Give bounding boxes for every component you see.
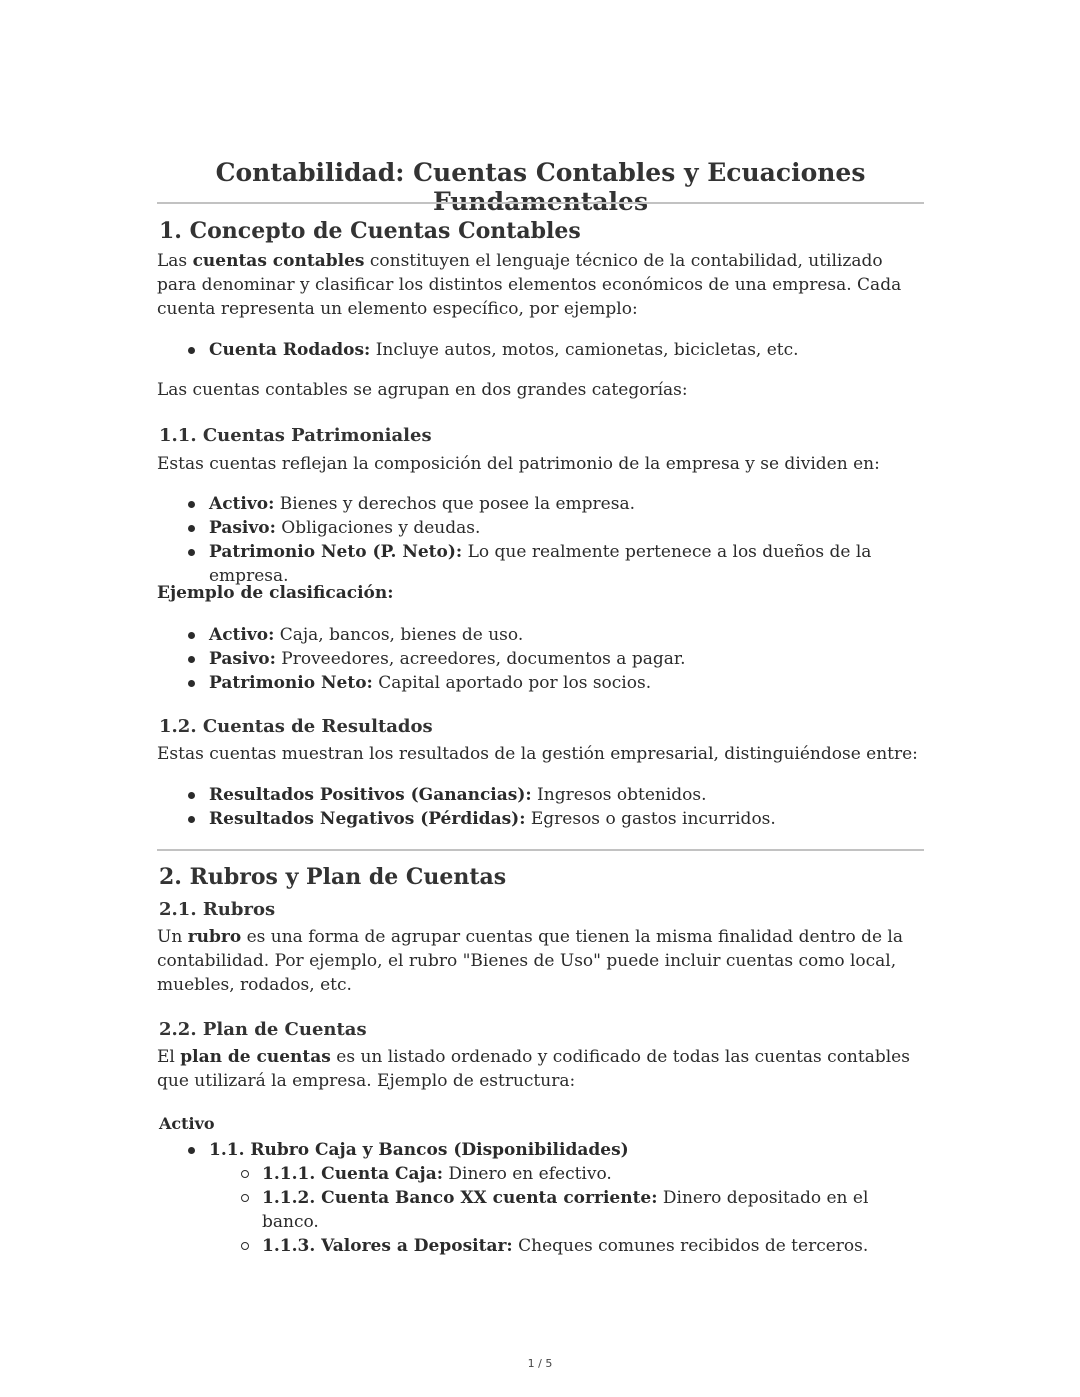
list-item: Resultados Negativos (Pérdidas): Egresos o gastos incurridos. bbox=[157, 807, 924, 831]
section-1-1-text: Estas cuentas reflejan la composición del patrimonio de la empresa y se dividen en: bbox=[157, 454, 880, 474]
section-1-heading: 1. Concepto de Cuentas Contables bbox=[159, 218, 581, 244]
list-item: Resultados Positivos (Ganancias): Ingresos obtenidos. bbox=[157, 783, 924, 807]
section-1-2-heading: 1.2. Cuentas de Resultados bbox=[159, 716, 433, 737]
section-1-1-heading: 1.1. Cuentas Patrimoniales bbox=[159, 425, 432, 446]
list-item: 1.1. Rubro Caja y Bancos (Disponibilidades) bbox=[157, 1138, 924, 1162]
list-item: Patrimonio Neto (P. Neto): Lo que realmente pertenece a los dueños de la empresa. bbox=[157, 540, 924, 588]
list-item: Activo: Bienes y derechos que posee la empresa. bbox=[157, 492, 924, 516]
section-1-2-text: Estas cuentas muestran los resultados de la gestión empresarial, distinguiéndose entre: bbox=[157, 744, 918, 764]
section-1-intro: Las cuentas contables constituyen el lenguaje técnico de la contabilidad, utilizado para denominar y clasificar los distintos elementos económicos de una empresa. Cada cuenta representa un elemento específico, por ejemplo: bbox=[157, 251, 902, 319]
accounts-list bbox=[157, 1162, 924, 1258]
section-2-2-heading: 2.2. Plan de Cuentas bbox=[159, 1019, 367, 1040]
example-label: Ejemplo de clasificación: bbox=[157, 583, 394, 603]
section-2-2-text: El plan de cuentas es un listado ordenado y codificado de todas las cuentas contables que utilizará la empresa. Ejemplo de estructura: bbox=[157, 1047, 910, 1091]
page-number: 1 / 5 bbox=[527, 1357, 553, 1370]
divider bbox=[157, 849, 924, 851]
list-item: 1.1.1. Cuenta Caja: Dinero en efectivo. bbox=[157, 1162, 924, 1186]
document-title: Contabilidad: Cuentas Contables y Ecuaciones Fundamentales bbox=[215, 158, 866, 216]
divider bbox=[157, 202, 924, 204]
plan-list bbox=[157, 1138, 924, 1162]
example-list bbox=[157, 338, 924, 362]
section-2-heading: 2. Rubros y Plan de Cuentas bbox=[159, 864, 507, 890]
list-item: Pasivo: Proveedores, acreedores, documentos a pagar. bbox=[157, 647, 924, 671]
patrimoniales-list bbox=[157, 492, 924, 588]
group-label-activo: Activo bbox=[159, 1114, 215, 1133]
classification-list bbox=[157, 623, 924, 695]
list-item: 1.1.2. Cuenta Banco XX cuenta corriente: Dinero depositado en el banco. bbox=[157, 1186, 924, 1234]
list-item: Cuenta Rodados: Incluye autos, motos, camionetas, bicicletas, etc. bbox=[157, 338, 924, 362]
list-item: Activo: Caja, bancos, bienes de uso. bbox=[157, 623, 924, 647]
groups-text: Las cuentas contables se agrupan en dos grandes categorías: bbox=[157, 380, 688, 400]
section-2-1-heading: 2.1. Rubros bbox=[159, 899, 276, 920]
list-item: Patrimonio Neto: Capital aportado por los socios. bbox=[157, 671, 924, 695]
section-2-1-text: Un rubro es una forma de agrupar cuentas que tienen la misma finalidad dentro de la contabilidad. Por ejemplo, el rubro "Bienes de Uso" puede incluir cuentas como local, muebles, rodados, etc. bbox=[157, 927, 904, 995]
resultados-list bbox=[157, 783, 924, 831]
list-item: Pasivo: Obligaciones y deudas. bbox=[157, 516, 924, 540]
list-item: 1.1.3. Valores a Depositar: Cheques comunes recibidos de terceros. bbox=[157, 1234, 924, 1258]
